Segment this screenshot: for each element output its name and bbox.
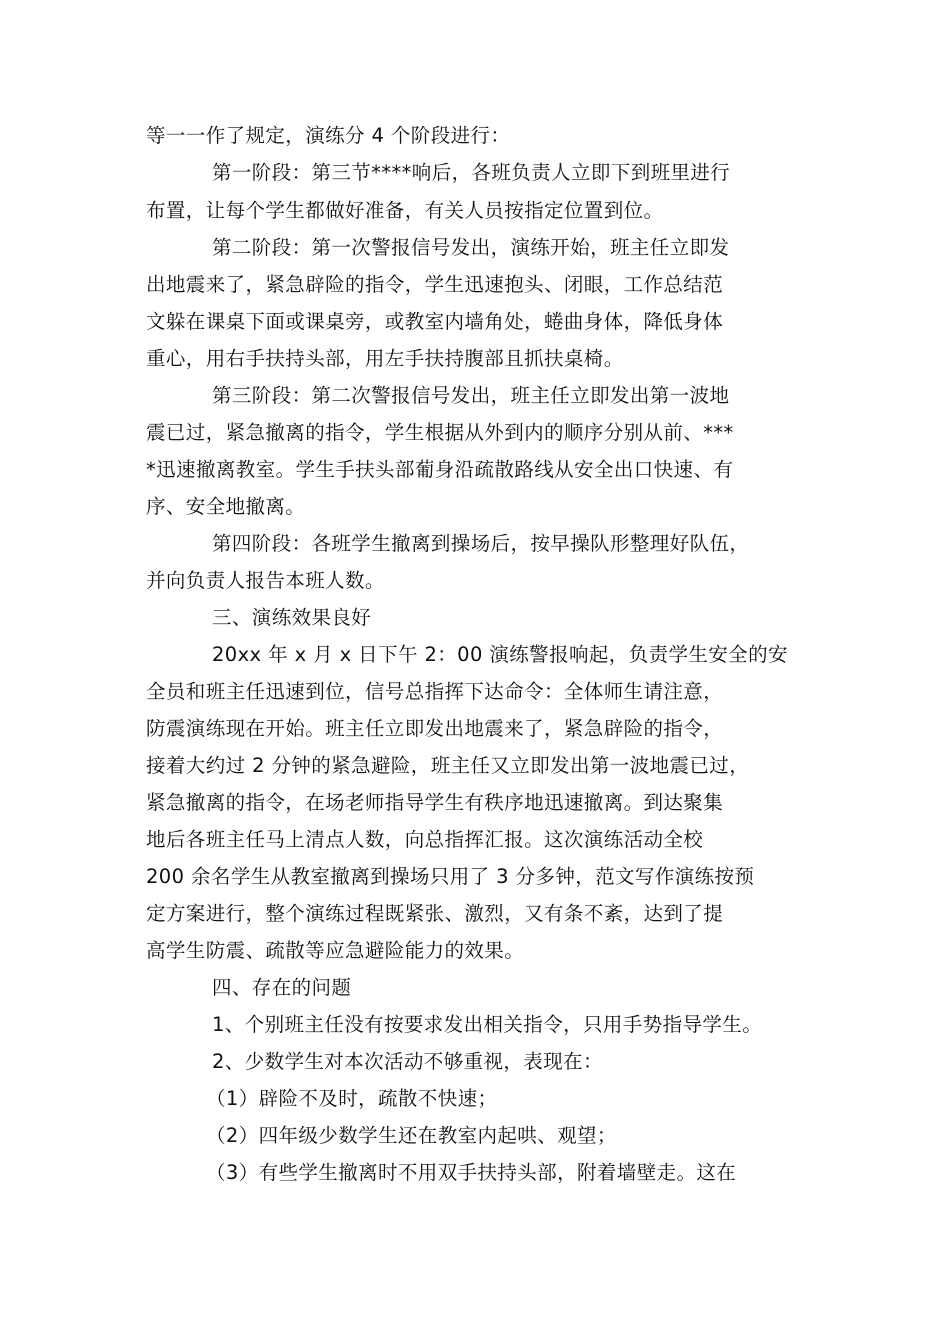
sub-list-item: （2）四年级少数学生还在教室内起哄、观望； (206, 1124, 617, 1147)
paragraph-line: 出地震来了，紧急辟险的指令，学生迅速抱头、闭眼，工作总结范 (146, 273, 724, 296)
paragraph-line: 定方案进行，整个演练过程既紧张、激烈，又有条不紊，达到了提 (146, 902, 724, 925)
paragraph-line: 文躲在课桌下面或课桌旁，或教室内墙角处，蜷曲身体，降低身体 (146, 310, 724, 333)
list-item: 1、个别班主任没有按要求发出相关指令，只用手势指导学生。 (212, 1013, 763, 1036)
section-heading: 三、演练效果良好 (212, 606, 372, 629)
section-heading: 四、存在的问题 (212, 976, 352, 999)
paragraph-line: 序、安全地撤离。 (146, 495, 306, 518)
paragraph-line: 布置，让每个学生都做好准备，有关人员按指定位置到位。 (146, 199, 664, 222)
paragraph-line: 重心，用右手扶持头部，用左手扶持腹部且抓扶桌椅。 (146, 347, 624, 370)
sub-list-item: （1）辟险不及时，疏散不快速； (206, 1087, 498, 1110)
paragraph-line: 并向负责人报告本班人数。 (146, 569, 385, 592)
paragraph-line: 震已过，紧急撤离的指令，学生根据从外到内的顺序分别从前、*** (146, 421, 734, 444)
paragraph-line: 全员和班主任迅速到位，信号总指挥下达命令：全体师生请注意， (146, 680, 724, 703)
paragraph-line: 地后各班主任马上清点人数，向总指挥汇报。这次演练活动全校 (146, 828, 704, 851)
paragraph-line: 第一阶段：第三节****响后，各班负责人立即下到班里进行 (212, 161, 731, 184)
paragraph-line: 第二阶段：第一次警报信号发出，演练开始，班主任立即发 (212, 236, 730, 259)
paragraph-line: 20xx 年 x 月 x 日下午 2：00 演练警报响起，负责学生安全的安 (212, 643, 788, 666)
paragraph-line: 200 余名学生从教室撤离到操场只用了 3 分多钟，范文写作演练按预 (146, 865, 755, 888)
sub-list-item: （3）有些学生撤离时不用双手扶持头部，附着墙壁走。这在 (206, 1161, 737, 1184)
paragraph-line: 第三阶段：第二次警报信号发出，班主任立即发出第一波地 (212, 384, 730, 407)
paragraph-line: 接着大约过 2 分钟的紧急避险，班主任又立即发出第一波地震已过， (146, 754, 750, 777)
paragraph-line: 防震演练现在开始。班主任立即发出地震来了，紧急辟险的指令， (146, 717, 724, 740)
paragraph-line: 等一一作了规定，演练分 4 个阶段进行： (146, 124, 511, 147)
list-item: 2、少数学生对本次活动不够重视，表现在： (212, 1050, 603, 1073)
paragraph-line: 高学生防震、疏散等应急避险能力的效果。 (146, 939, 525, 962)
paragraph-line: 紧急撤离的指令，在场老师指导学生有秩序地迅速撤离。到达聚集 (146, 791, 724, 814)
paragraph-line: 第四阶段：各班学生撤离到操场后，按早操队形整理好队伍， (212, 532, 750, 555)
paragraph-line: *迅速撤离教室。学生手扶头部葡身沿疏散路线从安全出口快速、有 (146, 458, 734, 481)
